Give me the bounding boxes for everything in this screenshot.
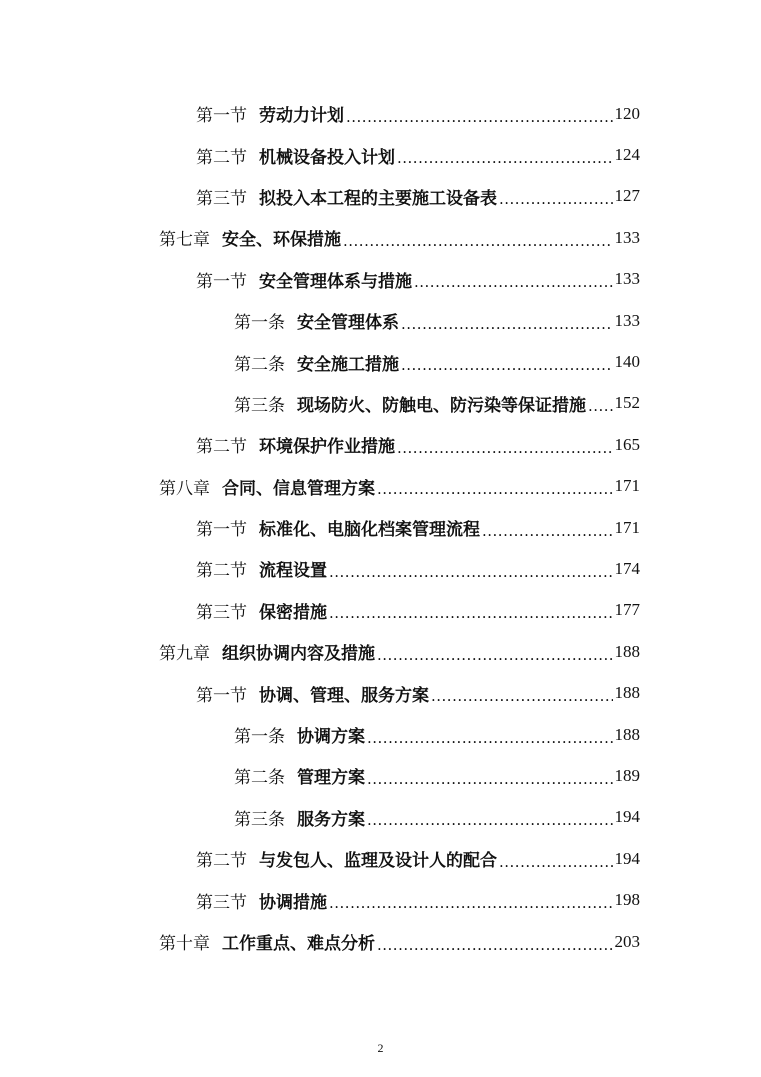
- toc-entry-number: 第一节: [196, 520, 247, 541]
- toc-entry-page: 133: [614, 227, 640, 247]
- toc-entry-number: 第三条: [234, 395, 285, 416]
- toc-entry-page: 174: [614, 558, 640, 578]
- toc-entry-title: 机械设备投入计划: [259, 147, 395, 168]
- toc-entry-title: 环境保护作业措施: [259, 437, 395, 458]
- toc-entry[interactable]: [0, 797, 761, 838]
- toc-entry-page: 133: [614, 310, 640, 330]
- dot-leader: [346, 108, 613, 126]
- toc-entry-page: 171: [614, 517, 640, 537]
- dot-leader: [482, 522, 613, 540]
- toc-entry[interactable]: [0, 921, 761, 962]
- toc-entry[interactable]: [0, 134, 761, 175]
- toc-entry-number: 第八章: [159, 478, 210, 499]
- toc-entry-number: 第二条: [234, 354, 285, 375]
- toc-entry-number: 第三条: [234, 809, 285, 830]
- toc-entry-page: 194: [614, 807, 640, 827]
- toc-entry-number: 第一条: [234, 313, 285, 334]
- toc-entry-number: 第二节: [196, 561, 247, 582]
- toc-entry-number: 第一节: [196, 271, 247, 292]
- toc-entry-title: 现场防火、防触电、防污染等保证措施: [297, 395, 586, 416]
- toc-entry-page: 133: [614, 269, 640, 289]
- toc-entry-title: 组织协调内容及措施: [222, 644, 375, 665]
- toc-entry[interactable]: [0, 548, 761, 589]
- toc-entry-title: 合同、信息管理方案: [222, 478, 375, 499]
- toc-entry-page: 198: [614, 890, 640, 910]
- toc-entry[interactable]: [0, 631, 761, 672]
- toc-entry[interactable]: [0, 341, 761, 382]
- toc-entry[interactable]: [0, 176, 761, 217]
- toc-entry-title: 安全管理体系与措施: [259, 271, 412, 292]
- toc-entry-number: 第七章: [159, 230, 210, 251]
- dot-leader: [329, 563, 613, 581]
- toc-entry-page: 127: [614, 186, 640, 206]
- toc-entry[interactable]: [0, 217, 761, 258]
- toc-entry-number: 第二节: [196, 437, 247, 458]
- toc-entry[interactable]: [0, 424, 761, 465]
- toc-entry-number: 第二节: [196, 851, 247, 872]
- toc-entry-number: 第三节: [196, 188, 247, 209]
- dot-leader: [401, 315, 613, 333]
- toc-entry-title: 保密措施: [259, 602, 327, 623]
- dot-leader: [367, 729, 613, 747]
- toc-entry-title: 劳动力计划: [259, 106, 344, 127]
- toc-entry-page: 188: [614, 641, 640, 661]
- dot-leader: [499, 853, 613, 871]
- dot-leader: [377, 936, 613, 954]
- dot-leader: [401, 356, 613, 374]
- toc-entry-number: 第二节: [196, 147, 247, 168]
- toc-entry-title: 标准化、电脑化档案管理流程: [259, 520, 480, 541]
- toc-entry-page: 120: [614, 103, 640, 123]
- toc-entry-page: 194: [614, 848, 640, 868]
- toc-entry[interactable]: [0, 672, 761, 713]
- toc-entry-title: 协调措施: [259, 892, 327, 913]
- toc-entry-page: 189: [614, 765, 640, 785]
- toc-entry-title: 与发包人、监理及设计人的配合: [259, 851, 497, 872]
- toc-entry-title: 流程设置: [259, 561, 327, 582]
- toc-entry-number: 第十章: [159, 934, 210, 954]
- toc-entry[interactable]: [0, 300, 761, 341]
- toc-entry-page: 124: [614, 145, 640, 165]
- toc-entry[interactable]: [0, 590, 761, 631]
- dot-leader: [377, 646, 613, 664]
- toc-entry-title: 安全管理体系: [297, 313, 399, 334]
- toc-entry-number: 第一节: [196, 685, 247, 706]
- toc-entry-page: 188: [614, 683, 640, 703]
- toc-entry-page: 171: [614, 476, 640, 496]
- toc-entry-page: 140: [614, 352, 640, 372]
- toc-entry-title: 协调方案: [297, 727, 365, 748]
- toc-entry[interactable]: [0, 259, 761, 300]
- toc-entry-number: 第一条: [234, 727, 285, 748]
- dot-leader: [367, 770, 613, 788]
- table-of-contents: [0, 93, 761, 962]
- toc-entry[interactable]: [0, 466, 761, 507]
- toc-entry[interactable]: [0, 755, 761, 796]
- dot-leader: [367, 811, 613, 829]
- dot-leader: [397, 439, 613, 457]
- footer-page-number: 2: [377, 1041, 384, 1055]
- toc-entry-title: 协调、管理、服务方案: [259, 685, 429, 706]
- toc-entry-page: 165: [614, 434, 640, 454]
- toc-entry[interactable]: [0, 507, 761, 548]
- toc-entry-number: 第九章: [159, 644, 210, 665]
- toc-entry[interactable]: [0, 93, 761, 134]
- toc-entry[interactable]: [0, 838, 761, 879]
- dot-leader: [588, 397, 613, 415]
- toc-entry-title: 管理方案: [297, 768, 365, 789]
- dot-leader: [329, 894, 613, 912]
- toc-entry-number: 第一节: [196, 106, 247, 127]
- dot-leader: [377, 480, 613, 498]
- toc-entry-number: 第三节: [196, 892, 247, 913]
- dot-leader: [414, 273, 613, 291]
- dot-leader: [329, 604, 613, 622]
- toc-entry[interactable]: [0, 714, 761, 755]
- toc-entry[interactable]: [0, 879, 761, 920]
- toc-entry-title: 服务方案: [297, 809, 365, 830]
- toc-entry-page: 177: [614, 600, 640, 620]
- toc-entry-number: 第三节: [196, 602, 247, 623]
- toc-entry-title: 拟投入本工程的主要施工设备表: [259, 188, 497, 209]
- dot-leader: [499, 190, 613, 208]
- toc-entry-title: 安全施工措施: [297, 354, 399, 375]
- toc-entry-page: 203: [614, 931, 640, 951]
- dot-leader: [397, 149, 613, 167]
- toc-entry-title: 安全、环保措施: [222, 230, 341, 251]
- toc-entry-title: 工作重点、难点分析: [222, 934, 375, 954]
- dot-leader: [343, 232, 613, 250]
- toc-entry-page: 188: [614, 724, 640, 744]
- toc-entry-page: 152: [614, 393, 640, 413]
- toc-entry[interactable]: [0, 383, 761, 424]
- toc-entry-number: 第二条: [234, 768, 285, 789]
- dot-leader: [431, 687, 613, 705]
